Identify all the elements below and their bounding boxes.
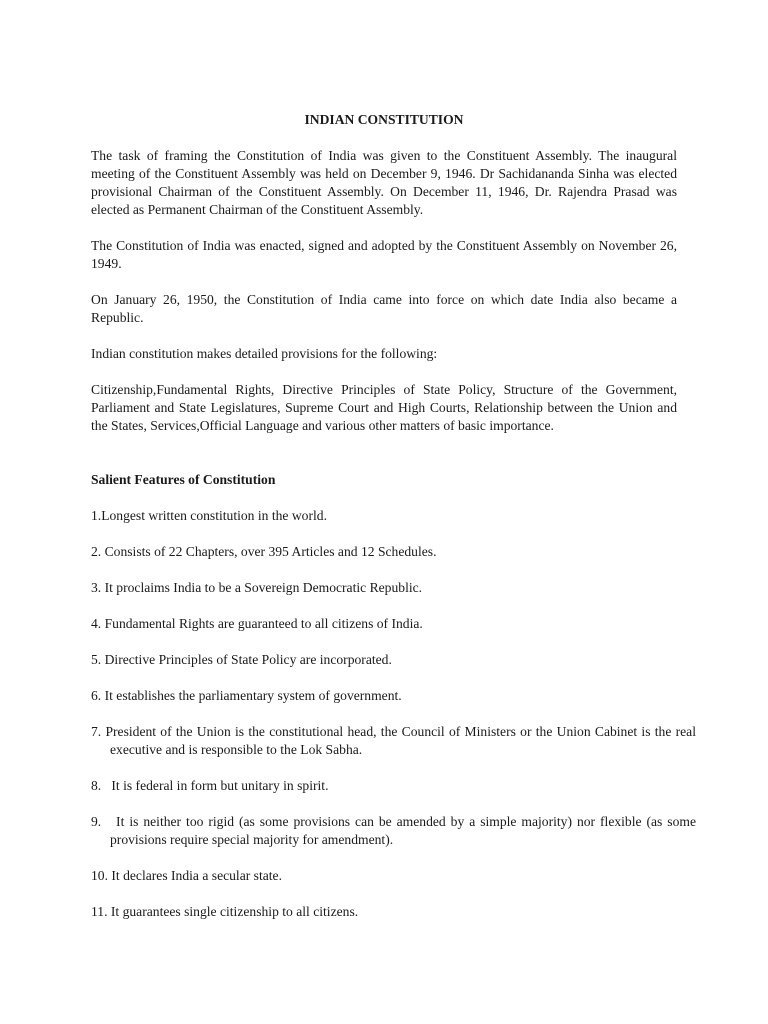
feature-item: 3. It proclaims India to be a Sovereign Democratic Republic. [91,580,423,595]
feature-item: 4. Fundamental Rights are guaranteed to all citizens of India. [91,616,423,631]
paragraph-provisions-list: Citizenship,Fundamental Rights, Directive Principles of State Policy, Structure of the Government, Parliament and State Legislatures, Supreme Court and High Courts, Relationship between the Union and the States, Services,Official Language and various other matters of basic importance. [91,382,677,433]
feature-item: 5. Directive Principles of State Policy are incorporated. [91,652,392,667]
feature-item: 1.Longest written constitution in the world. [91,508,327,523]
paragraph-enacted: The Constitution of India was enacted, signed and adopted by the Constituent Assembly on November 26, 1949. [91,238,677,271]
feature-item: 2. Consists of 22 Chapters, over 395 Articles and 12 Schedules. [91,544,437,559]
feature-item: 8. It is federal in form but unitary in spirit. [91,778,329,793]
feature-item: 7. President of the Union is the constitutional head, the Council of Ministers or the Union Cabinet is the real executive and is responsible to the Lok Sabha. [91,724,696,757]
section-heading: Salient Features of Constitution [91,472,276,487]
paragraph-framing: The task of framing the Constitution of India was given to the Constituent Assembly. The inaugural meeting of the Constituent Assembly was held on December 9, 1946. Dr Sachidananda Sinha was elected provisional Chairman of the Constituent Assembly. On December 11, 1946, Dr. Rajendra Prasad was elected as Permanent Chairman of the Constituent Assembly. [91,148,677,217]
feature-item: 6. It establishes the parliamentary system of government. [91,688,402,703]
paragraph-provisions-intro: Indian constitution makes detailed provisions for the following: [91,346,438,361]
feature-item: 11. It guarantees single citizenship to all citizens. [91,904,359,919]
document-title: INDIAN CONSTITUTION [304,112,464,127]
paragraph-republic: On January 26, 1950, the Constitution of India came into force on which date India also became a Republic. [91,292,677,325]
feature-item: 9. It is neither too rigid (as some provisions can be amended by a simple majority) nor flexible (as some provisions require special majority for amendment). [91,814,700,847]
feature-item: 10. It declares India a secular state. [91,868,282,883]
